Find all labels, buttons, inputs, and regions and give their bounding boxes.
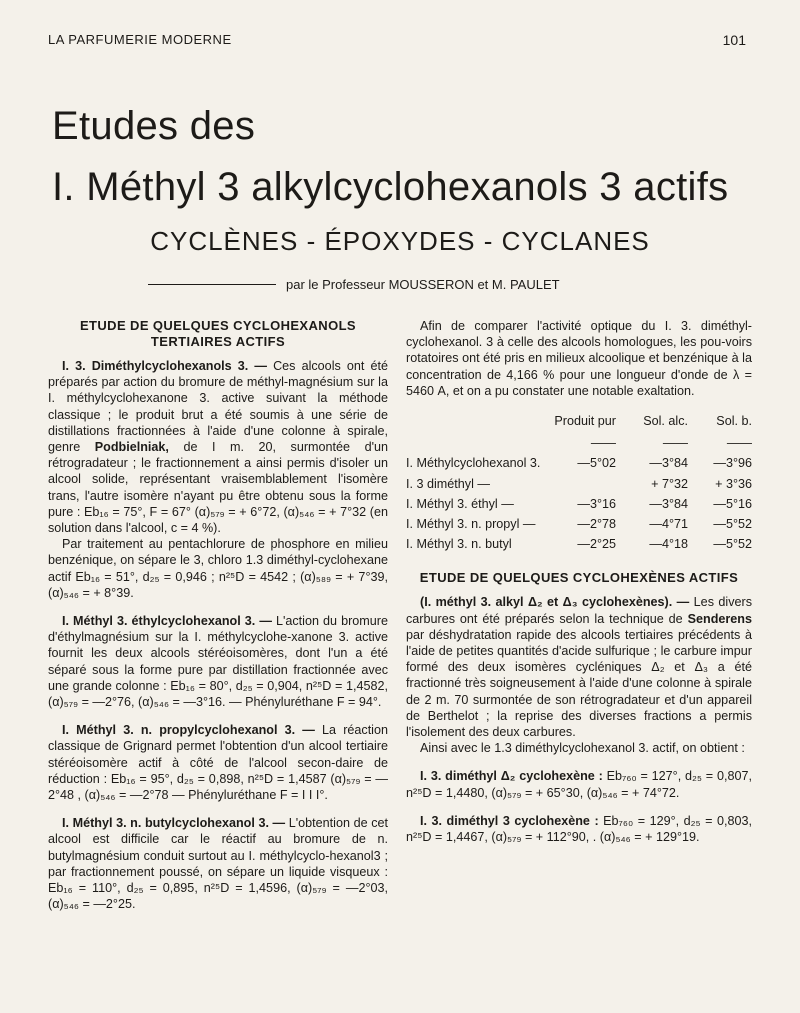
article-title-line2: I. Méthyl 3 alkylcyclohexanols 3 actifs [52, 165, 729, 209]
paragraph-heading: I. Méthyl 3. éthylcyclohexanol 3. — [62, 614, 272, 629]
paragraph: Ainsi avec le 1.3 diméthylcyclohexanol 3. actif, on obtient : [420, 741, 745, 756]
section-heading-cyclohexanols: ETUDE DE QUELQUES CYCLOHEXANOLS TERTIAIRES ACTIFS [79, 318, 357, 349]
paragraph-heading: I. 3. diméthyl Δ₂ cyclohexène : [420, 769, 603, 784]
page-number: 101 [722, 32, 746, 48]
table-row: I. Méthyl 3. éthyl — —3°16 —3°84 —5°16 [406, 496, 752, 511]
paragraph-heading: I. 3. diméthyl 3 cyclohexène : [420, 813, 599, 828]
article-subtitle: CYCLÈNES - ÉPOXYDES - CYCLANES [150, 226, 650, 256]
paragraph: I. Méthyl 3. éthylcyclohexanol 3. — L'action du bromure d'éthylmagnésium sur la I. méthylcyclohe-xanone 3. active fournit les deux alcools stéréoisomères, dont l'un a été séparé sous la forme pure par distillation fractionnée avec une grande colonne : Eb₁₆ = 80°, d₂₅ = 0,904, n²⁵D = 1,4582, (α)₅₇₉ = —2°76, (α)₅₄₆ = —3°16. — Phényluréthane F = 94°. [48, 614, 388, 710]
paragraph-heading: (I. méthyl 3. alkyl Δ₂ et Δ₃ cyclohexènes). — [420, 595, 690, 610]
byline-rule [148, 284, 276, 285]
table-row: I. 3 diméthyl — + 7°32 + 3°36 [406, 476, 752, 491]
table-row: I. Méthyl 3. n. propyl — —2°78 —4°71 —5°52 [406, 517, 752, 532]
table-header-row: Produit pur Sol. alc. Sol. b. [554, 414, 752, 429]
paragraph: Afin de comparer l'activité optique du I. 3. diméthyl-cyclohexanol. 3 à celle des alcools homologues, les pou-voirs rotatoires ont été pris en milieux alcoolique et benzénique à la concentration de 4,166 % pour une longueur d'onde de λ = 5460 A, et on a pu constater une notable exaltation. [406, 319, 752, 398]
byline-text: par le Professeur MOUSSERON et M. PAULET [286, 277, 560, 292]
table-row: I. Méthyl 3. n. butyl —2°25 —4°18 —5°52 [406, 537, 752, 552]
section-heading-cyclohexenes: ETUDE DE QUELQUES CYCLOHEXÈNES ACTIFS [419, 570, 739, 586]
paragraph: I. Méthyl 3. n. propylcyclohexanol 3. — La réaction classique de Grignard permet l'obtention d'un alcool tertiaire stéréoisomère actif à côté de l'alcool secon-daire de réduction : Eb₁₆ = 95°, d₂₅ = 0,898, n²⁵D = 1,4587 (α)₅₇₉ = —2°48 , (α)₅₄₆ = —2°78 — Phényluréthane F = I I I°. [48, 723, 388, 803]
article-title-line1: Etudes des [52, 104, 256, 148]
paragraph: I. Méthyl 3. n. butylcyclohexanol 3. — L'obtention de cet alcool est difficile car le réactif au bromure de n. butylmagnésium conduit surtout au I. méthylcyclo-hexanol3 ; par fractionnement poussé, on sépare un liquide visqueux : Eb₁₆ = 110°, d₂₅ = 0,895, n²⁵D = 1,4596, (α)₅₇₉ = —2°03, (α)₅₄₆ = —2°25. [48, 816, 388, 912]
name-podbielniak: Podbielniak, [94, 440, 169, 455]
paragraph-heading: I. 3. Diméthylcyclohexanols 3. — [62, 359, 267, 373]
running-title: LA PARFUMERIE MODERNE [48, 32, 232, 47]
table-row: I. Méthylcyclohexanol 3. —5°02 —3°84 —3°96 [406, 456, 752, 471]
name-senderens: Senderens [687, 611, 752, 626]
paragraph: Par traitement au pentachlorure de phosphore en milieu benzénique, on sépare le 3, chloro 1.3 diméthyl-cyclohexane actif Eb₁₆ = 51°, d₂₅ = 0,946 ; n²⁵D = 4542 ; (α)₅₈₉ = + 7°39, (α)₅₄₆ = + 8°39. [48, 537, 388, 600]
byline [148, 277, 648, 292]
paragraph: I. 3. diméthyl Δ₂ cyclohexène : Eb₇₆₀ = 127°, d₂₅ = 0,807, n²⁵D = 1,4480, (α)₅₇₉ = + 65°30, (α)₅₄₆ = + 74°72. [406, 769, 752, 800]
table-separator-row: —— —— —— [590, 436, 752, 451]
rotation-table [406, 413, 752, 554]
paragraph-heading: I. Méthyl 3. n. propylcyclohexanol 3. — [62, 723, 315, 738]
paragraph-heading: I. Méthyl 3. n. butylcyclohexanol 3. — [62, 816, 286, 831]
left-column [48, 318, 388, 913]
paragraph: I. 3. Diméthylcyclohexanols 3. — Ces alcools ont été préparés par action du bromure de méthyl-magnésium sur la I. méthylcyclohexanone 3. active suivant la méthode classique ; le produit brut a été soumis à une série de distillations fractionnées à l'aide d'une colonne à spirale, genre Podbielniak, de I m. 20, surmontée d'un rétrogradateur ; le fractionnement a ainsi permis d'isoler un alcool solide, représentant vraisemblablement l'isomère trans, l'autre isomère n'ayant pu être obtenu sous la forme pure : Eb₁₆ = 75°, F = 67° (α)₅₇₉ = + 6°72, (α)₅₄₆ = + 7°32 (en solution dans l'alcool, c = 4 %). [48, 359, 388, 536]
right-column [406, 318, 752, 845]
paragraph: (I. méthyl 3. alkyl Δ₂ et Δ₃ cyclohexènes). — Les divers carbures ont été préparés selon la technique de Senderens par déshydratation rapide des alcools tertiaires précédents à l'aide de petites quantités d'acide sulfurique ; le carbure impur formé des deux isomères cycléniques Δ₂ et Δ₃ a été fractionné très soigneusement à l'aide d'une colonne à spirale de 2 m. 70 surmontée de son rétrogradateur et d'un appareil de Berthelot ; la reprise des diverses fractions a permis l'isolement des deux carbures. [406, 595, 752, 740]
paragraph: I. 3. diméthyl 3 cyclohexène : Eb₇₆₀ = 129°, d₂₅ = 0,803, n²⁵D = 1,4467, (α)₅₇₉ = + 112°90, . (α)₅₄₆ = + 129°19. [406, 813, 752, 845]
